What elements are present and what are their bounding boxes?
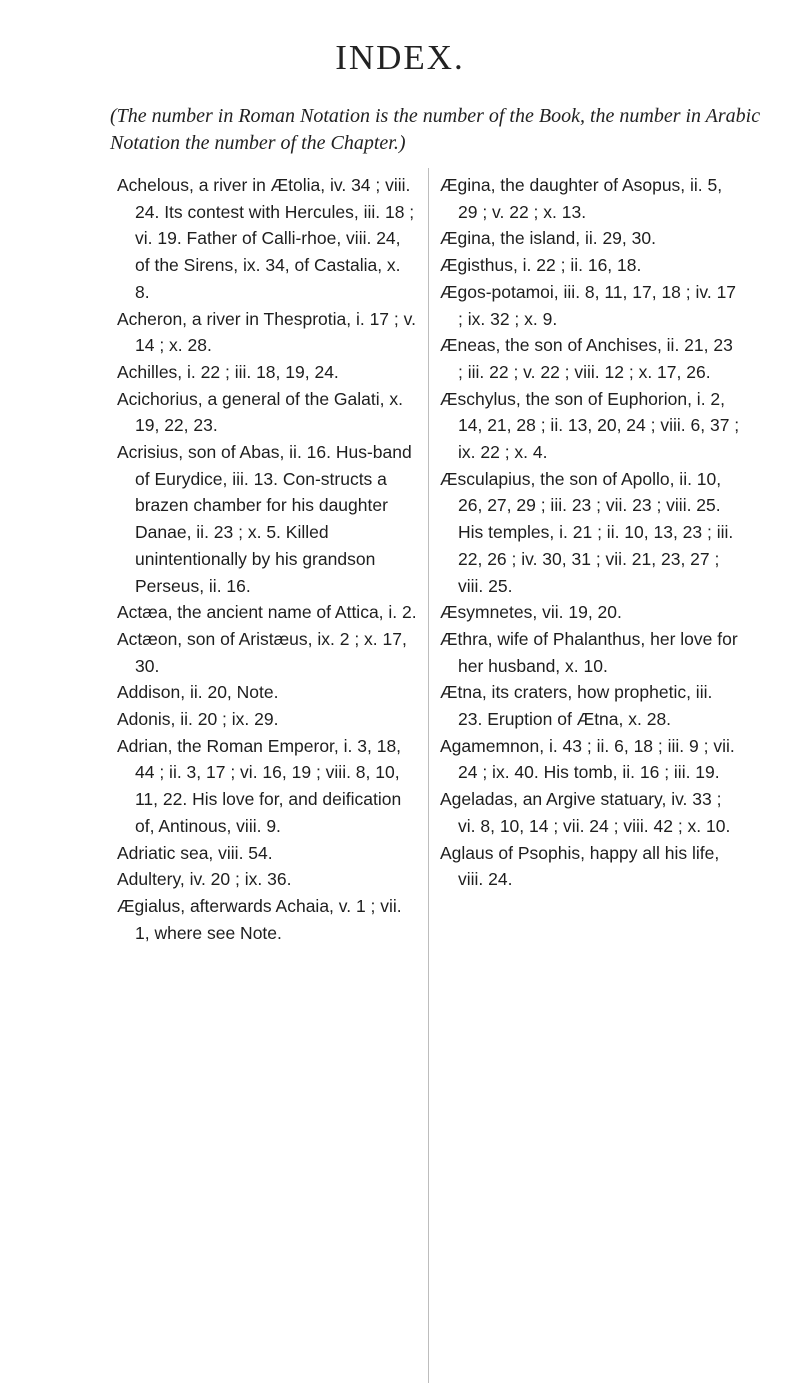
index-note: (The number in Roman Notation is the number of the Book, the number in Arabic Notation the number of the Chapter.) xyxy=(110,105,761,154)
index-entry: Ægos-potamoi, iii. 8, 11, 17, 18 ; iv. 17 ; ix. 32 ; x. 9. xyxy=(440,281,737,329)
index-entry: Ægina, the daughter of Asopus, ii. 5, 29 ; v. 22 ; x. 13. xyxy=(440,175,723,222)
index-entry: Acheron, a river in Thesprotia, i. 17 ; v. 14 ; x. 28. xyxy=(117,308,416,356)
index-entry: Actæa, the ancient name of Attica, i. 2. xyxy=(117,602,417,623)
index-entry: Æsculapius, the son of Apollo, ii. 10, 26, 27, 29 ; iii. 23 ; vii. 23 ; viii. 25. His temples, i. 21 ; ii. 10, 13, 23 ; iii. 22, 26 ; iv. 30, 31 ; vii. 21, 23, 27 ; viii. 25. xyxy=(440,468,734,596)
index-entry: Acrisius, son of Abas, ii. 16. Hus-band of Eurydice, iii. 13. Con-structs a brazen chamber for his daughter Danae, ii. 23 ; x. 5. Killed unintentionally by his grandson Perseus, ii. 16. xyxy=(117,442,412,596)
right-column xyxy=(440,172,740,893)
index-entry: Ætna, its craters, how prophetic, iii. 23. Eruption of Ætna, x. 28. xyxy=(440,682,713,730)
index-entry: Aglaus of Psophis, happy all his life, viii. 24. xyxy=(440,842,720,890)
index-entry: Achilles, i. 22 ; iii. 18, 19, 24. xyxy=(117,361,339,382)
index-entry: Ægisthus, i. 22 ; ii. 16, 18. xyxy=(440,255,642,276)
index-entry: Ægialus, afterwards Achaia, v. 1 ; vii. 1, where see Note. xyxy=(117,895,402,943)
index-entry: Adrian, the Roman Emperor, i. 3, 18, 44 ; ii. 3, 17 ; vi. 16, 19 ; viii. 8, 10, 11, 22. His love for, and deification of, Antinous, viii. 9. xyxy=(117,735,402,836)
index-entry: Ægina, the island, ii. 29, 30. xyxy=(440,228,656,249)
page-title: INDEX. xyxy=(335,38,465,77)
index-entry: Æneas, the son of Anchises, ii. 21, 23 ; iii. 22 ; v. 22 ; viii. 12 ; x. 17, 26. xyxy=(440,335,733,382)
index-entry: Acichorius, a general of the Galati, x. 19, 22, 23. xyxy=(117,388,403,436)
left-column xyxy=(117,172,419,946)
index-entry: Æschylus, the son of Euphorion, i. 2, 14, 21, 28 ; ii. 13, 20, 24 ; viii. 6, 37 ; ix. 22 ; x. 4. xyxy=(440,388,740,463)
index-entry: Adonis, ii. 20 ; ix. 29. xyxy=(117,709,279,730)
index-entry: Adriatic sea, viii. 54. xyxy=(117,842,273,863)
index-entry: Æthra, wife of Phalanthus, her love for her husband, x. 10. xyxy=(440,628,738,676)
index-entry: Æsymnetes, vii. 19, 20. xyxy=(440,602,622,623)
index-entry: Addison, ii. 20, Note. xyxy=(117,682,279,703)
index-entry: Agamemnon, i. 43 ; ii. 6, 18 ; iii. 9 ; vii. 24 ; ix. 40. His tomb, ii. 16 ; iii. 19. xyxy=(440,735,735,783)
index-entry: Actæon, son of Aristæus, ix. 2 ; x. 17, 30. xyxy=(117,628,407,676)
index-entry: Ageladas, an Argive statuary, iv. 33 ; vi. 8, 10, 14 ; vii. 24 ; viii. 42 ; x. 10. xyxy=(440,789,731,836)
column-divider xyxy=(428,168,429,1383)
index-entry: Achelous, a river in Ætolia, iv. 34 ; viii. 24. Its contest with Hercules, iii. 18 ; vi. 19. Father of Calli-rhoe, viii. 24, of the Sirens, ix. 34, of Castalia, x. 8. xyxy=(117,175,415,302)
index-entry: Adultery, iv. 20 ; ix. 36. xyxy=(117,869,292,890)
